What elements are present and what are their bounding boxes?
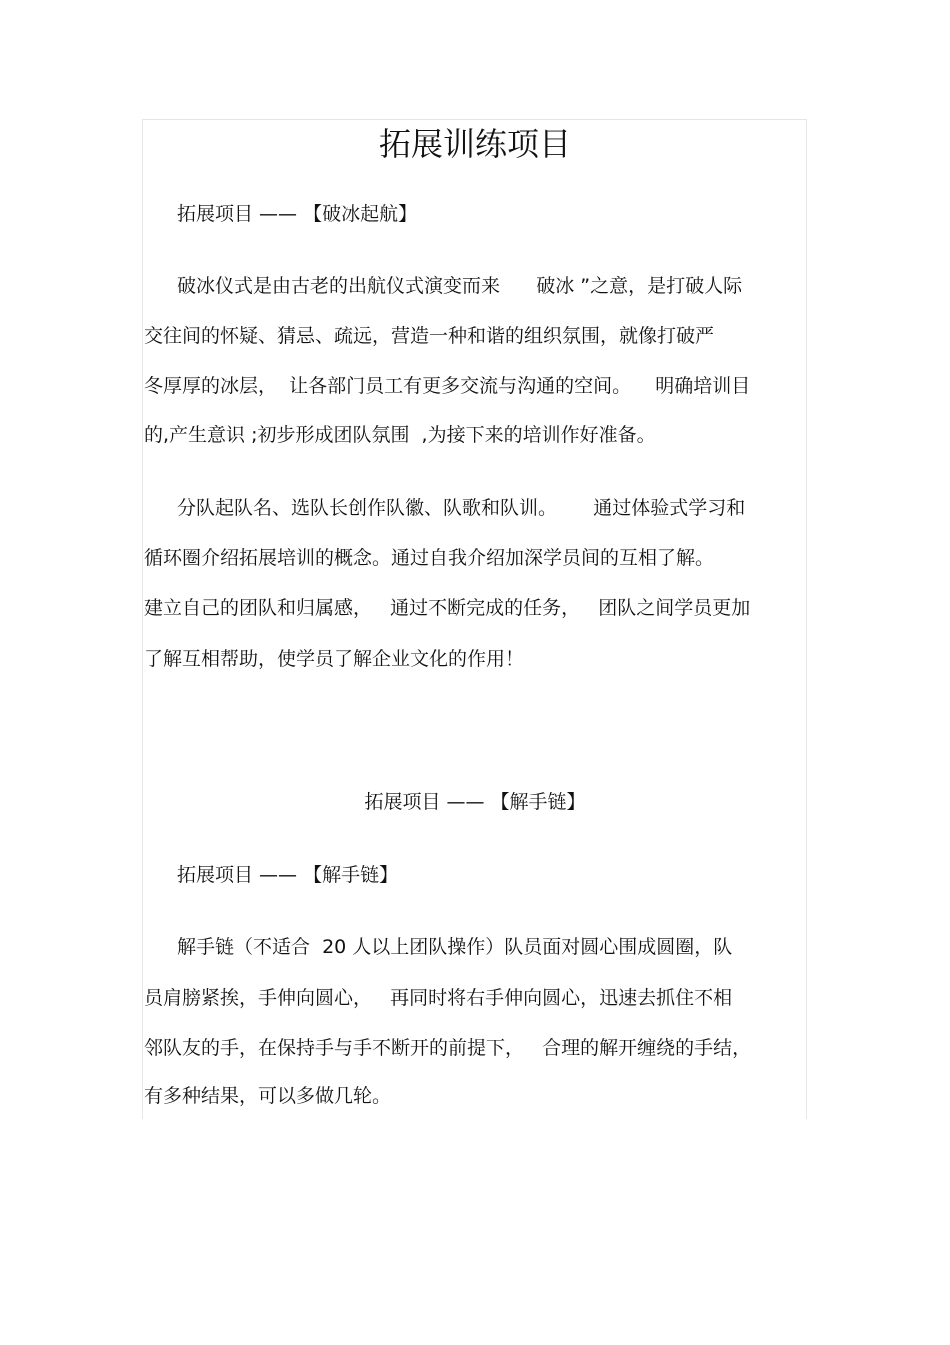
section-heading-hand-chain: 拓展项目 —— 【解手链】 xyxy=(177,864,399,886)
paragraph-line: 分队起队名、选队长创作队徽、队歌和队训。 通过体验式学习和 xyxy=(177,497,746,519)
section-heading-centered: 拓展项目 —— 【解手链】 xyxy=(364,791,586,813)
paragraph-line: 交往间的怀疑、猜忌、疏远，营造一种和谐的组织氛围，就像打破严 xyxy=(144,325,715,347)
paragraph-line: 邻队友的手，在保持手与手不断开的前提下， 合理的解开缠绕的手结， xyxy=(144,1037,752,1059)
document-title: 拓展训练项目 xyxy=(378,125,571,163)
paragraph-line: 员肩膀紧挨，手伸向圆心， 再同时将右手伸向圆心，迅速去抓住不相 xyxy=(144,987,733,1009)
paragraph-line: 有多种结果，可以多做几轮。 xyxy=(144,1085,392,1107)
paragraph-line: 了解互相帮助，使学员了解企业文化的作用！ xyxy=(144,648,525,670)
section-heading-icebreaker: 拓展项目 —— 【破冰起航】 xyxy=(177,203,418,225)
paragraph-line: 破冰仪式是由古老的出航仪式演变而来 破冰 ”之意，是打破人际 xyxy=(177,275,743,297)
paragraph-line: 解手链（不适合 20 人以上团队操作）队员面对圆心围成圆圈，队 xyxy=(177,936,733,958)
paragraph-line: 冬厚厚的冰层， 让各部门员工有更多交流与沟通的空间。 明确培训目 xyxy=(144,375,751,397)
paragraph-line: 建立自己的团队和归属感， 通过不断完成的任务， 团队之间学员更加 xyxy=(144,597,751,619)
paragraph-line: 循环圈介绍拓展培训的概念。通过自我介绍加深学员间的互相了解。 xyxy=(144,547,715,569)
paragraph-line: 的,产生意识 ;初步形成团队氛围 ,为接下来的培训作好准备。 xyxy=(144,424,656,446)
